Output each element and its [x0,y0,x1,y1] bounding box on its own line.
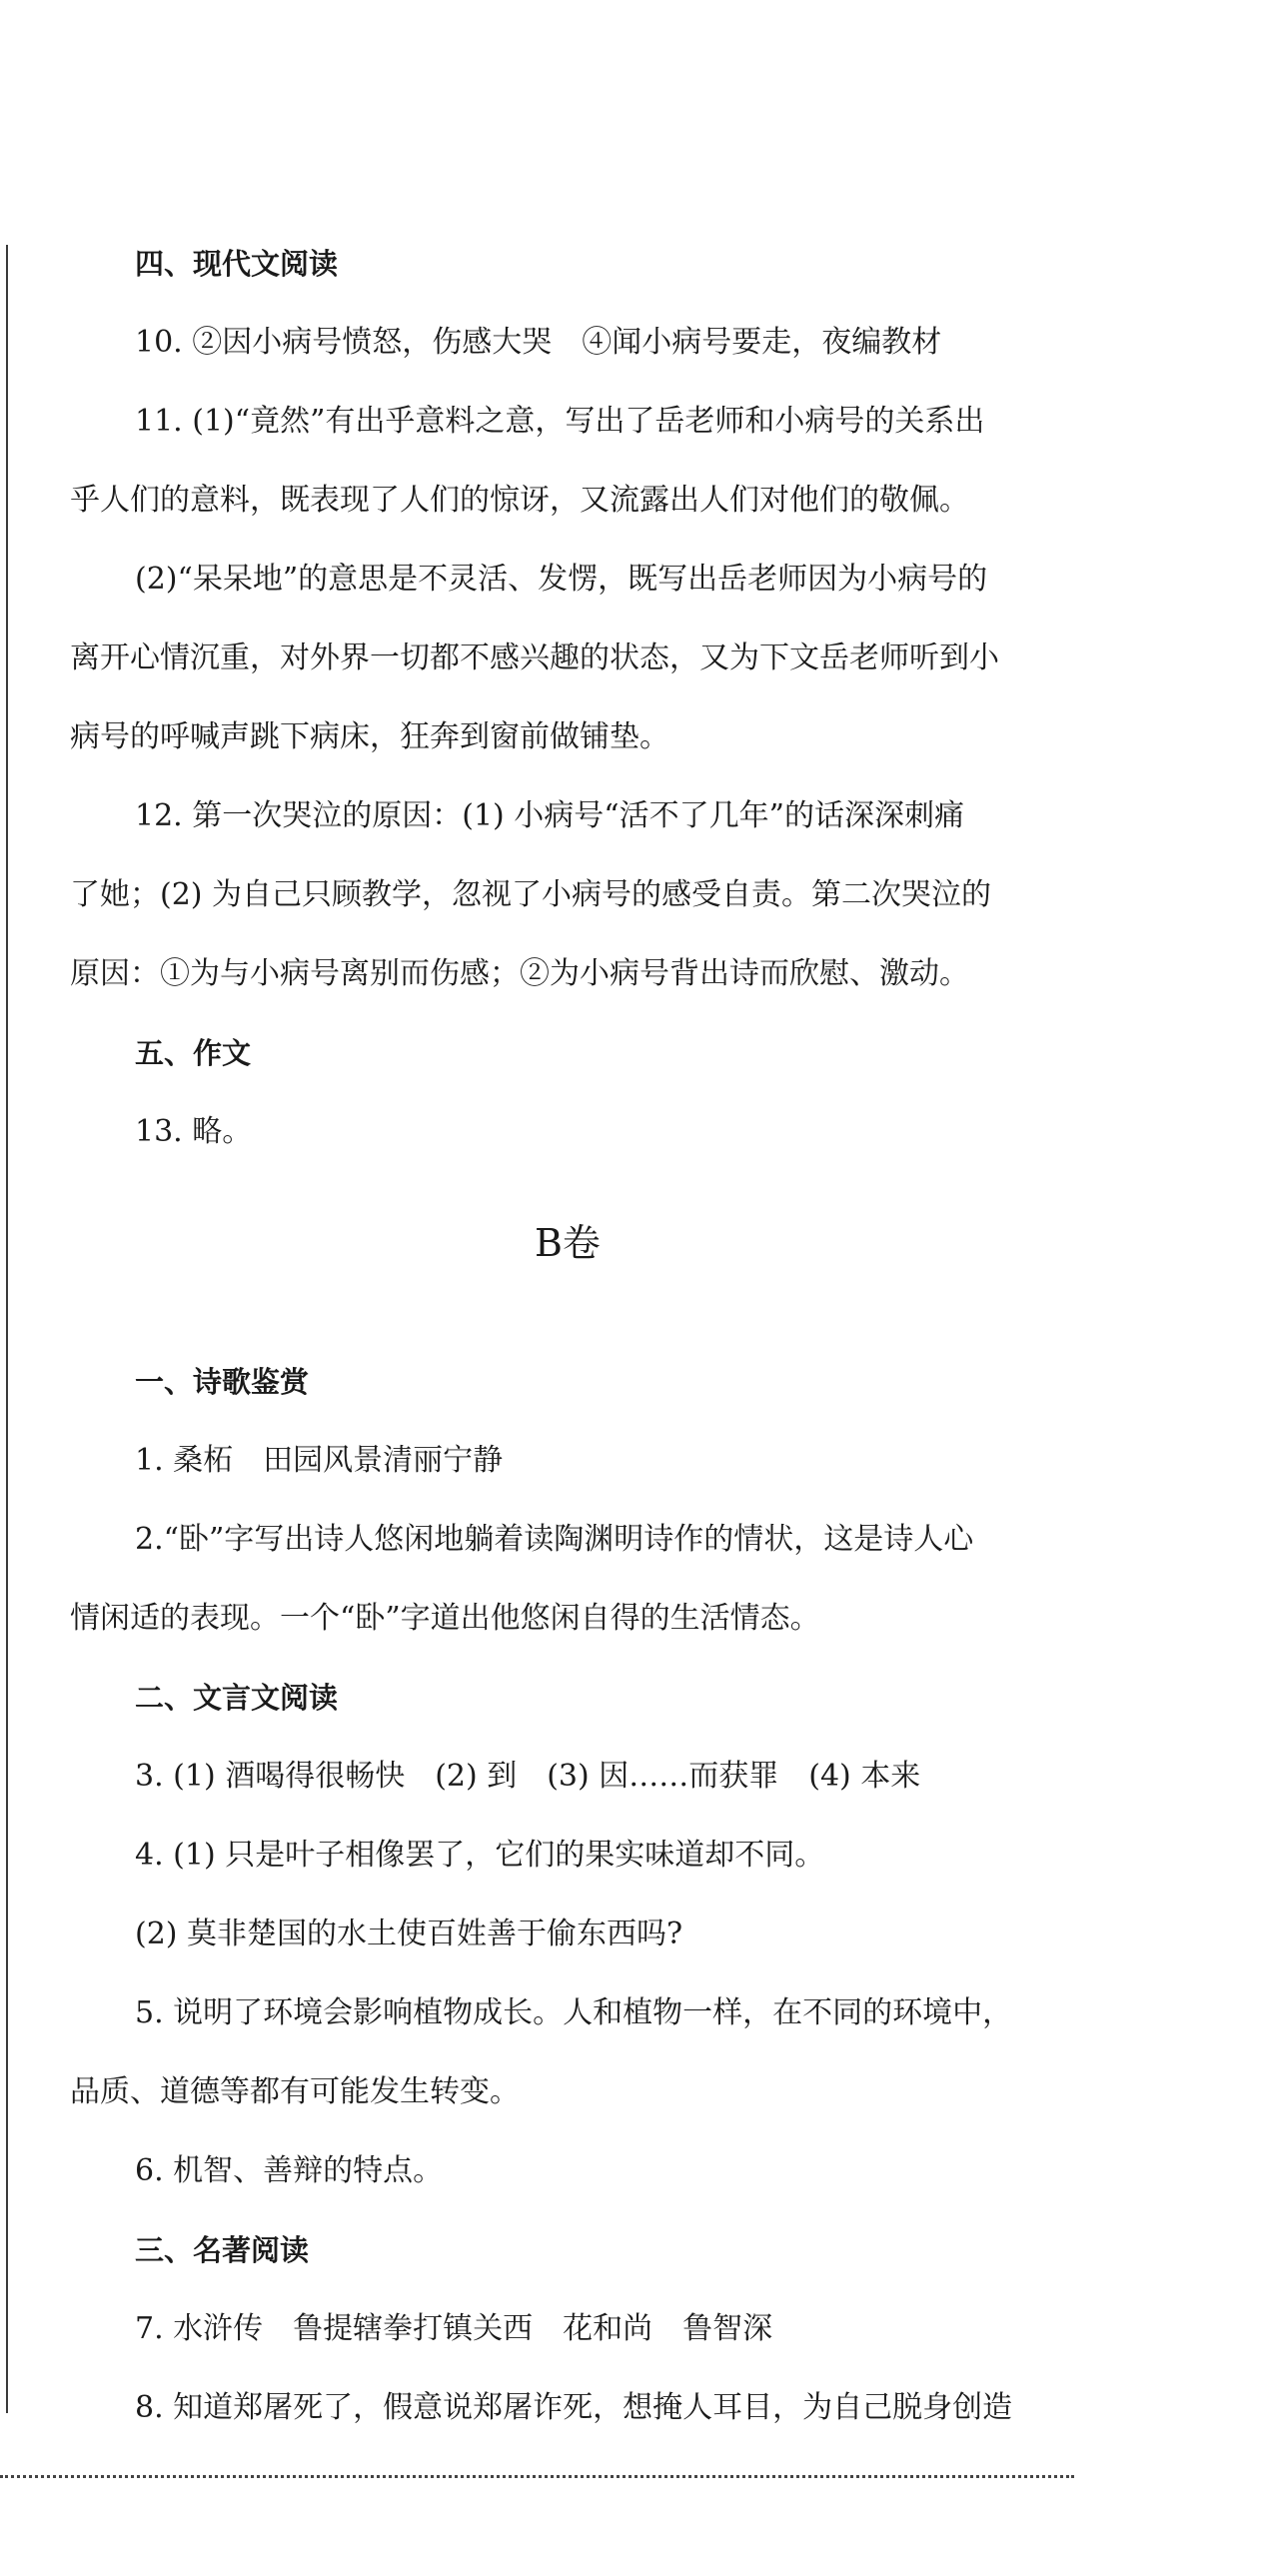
answer-line: 2.“卧”字写出诗人悠闲地躺着读陶渊明诗作的情状，这是诗人心 [135,1522,974,1557]
answer-line: 11. (1)“竟然”有出乎意料之意，写出了岳老师和小病号的关系出 [135,404,985,439]
answer-line: 4. (1) 只是叶子相像罢了，它们的果实味道却不同。 [135,1838,825,1873]
answer-line: 离开心情沉重，对外界一切都不感兴趣的状态，又为下文岳老师听到小 [70,641,999,675]
answer-line: 10. ②因小病号愤怒，伤感大哭 ④闻小病号要走，夜编教材 [135,325,942,360]
answer-line: 6. 机智、善辩的特点。 [135,2153,444,2188]
answer-line: 5. 说明了环境会影响植物成长。人和植物一样，在不同的环境中， [135,1995,1013,2030]
section-heading-modern-reading: 四、现代文阅读 [135,247,339,281]
answer-line: (2)“呆呆地”的意思是不灵活、发愣，既写出岳老师因为小病号的 [135,562,988,597]
answer-line: 原因：①为与小病号离别而伤感；②为小病号背出诗而欣慰、激动。 [70,956,969,991]
page-bottom-dotted-rule [0,2475,1074,2478]
answer-line: 病号的呼喊声跳下病床，狂奔到窗前做铺垫。 [70,719,669,754]
section-title-b-volume: B卷 [535,1221,601,1265]
section-heading-composition: 五、作文 [135,1036,252,1070]
answer-line: 13. 略。 [135,1114,253,1149]
left-margin-rule [6,245,8,2413]
section-heading-poetry: 一、诗歌鉴赏 [135,1365,310,1399]
answer-line: 了她；(2) 为自己只顾教学，忽视了小病号的感受自责。第二次哭泣的 [70,877,992,912]
answer-line: 1. 桑柘 田园风景清丽宁静 [135,1443,504,1478]
answer-line: 乎人们的意料，既表现了人们的惊讶，又流露出人们对他们的敬佩。 [70,483,969,518]
section-heading-classics-reading: 三、名著阅读 [135,2233,310,2267]
answer-line: 情闲适的表现。一个“卧”字道出他悠闲自得的生活情态。 [70,1601,820,1636]
section-heading-classical-chinese: 二、文言文阅读 [135,1681,339,1715]
answer-line: (2) 莫非楚国的水土使百姓善于偷东西吗? [135,1917,683,1951]
answer-line: 3. (1) 酒喝得很畅快 (2) 到 (3) 因……而获罪 (4) 本来 [135,1759,921,1794]
answer-line: 12. 第一次哭泣的原因：(1) 小病号“活不了几年”的话深深刺痛 [135,798,964,833]
answer-line: 品质、道德等都有可能发生转变。 [70,2074,520,2109]
answer-line: 7. 水浒传 鲁提辖拳打镇关西 花和尚 鲁智深 [135,2311,773,2346]
answer-line: 8. 知道郑屠死了，假意说郑屠诈死，想掩人耳目，为自己脱身创造 [135,2390,1013,2425]
